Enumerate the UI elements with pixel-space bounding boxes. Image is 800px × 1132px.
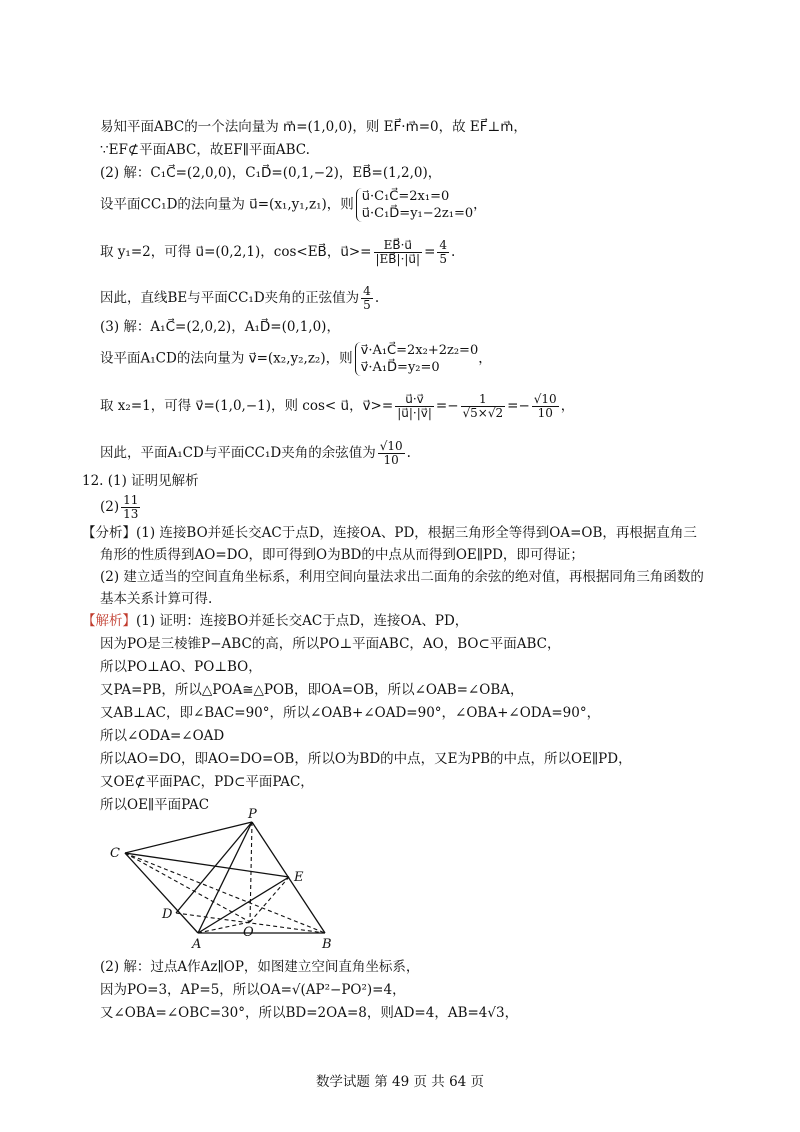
label-c: C — [110, 846, 120, 861]
text-segment: (1) 证明：连接BO并延长交AC于点D，连接OA、PD， — [136, 613, 469, 629]
numerator: 11 — [123, 493, 139, 507]
numerator: u⃗·v⃗ — [395, 393, 434, 407]
numerator: √10 — [533, 392, 557, 406]
text-segment: 设平面CC₁D的法向量为 u⃗=(x₁,y₁,z₁)，则 — [100, 196, 354, 213]
text-line: (2) 建立适当的空间直角坐标系，利用空间向量法求出二面角的余弦的绝对值，再根据同角三角函数的 — [100, 569, 704, 585]
edge-ce — [125, 853, 289, 877]
solution-line — [82, 612, 468, 630]
text-segment: . — [451, 244, 456, 260]
text-line: 所以PO⊥AO、PO⊥BO， — [100, 659, 262, 675]
pyramid-figure — [100, 805, 350, 955]
text-line: 因为PO是三棱锥P−ABC的高，所以PO⊥平面ABC，AO，BO⊂平面ABC， — [100, 636, 561, 652]
edge-cb-hidden — [125, 853, 325, 933]
denominator: 13 — [123, 507, 139, 521]
text-line: 角形的性质得到AO=DO，即可得到O为BD的中点从而得到OE∥PD，即可得证； — [100, 547, 584, 563]
text-line: 所以∠ODA=∠OAD — [100, 728, 225, 744]
denominator: |u⃗|·|v⃗| — [397, 406, 432, 420]
text-line: 又AB⊥AC，即∠BAC=90°，所以∠OAB+∠OAD=90°，∠OBA+∠ODA=90°， — [100, 705, 601, 721]
equation-system — [355, 342, 479, 376]
text-line: 所以OE∥平面PAC — [100, 797, 210, 813]
answer-line — [100, 494, 142, 521]
equation-line — [100, 239, 455, 266]
equation-row: v⃗·A₁D⃗=y₂=0 — [360, 360, 440, 375]
text-line: 易知平面ABC的一个法向量为 m⃗=(1,0,0)，则 EF⃗·m⃗=0，故 EF⃗⊥m⃗， — [100, 119, 527, 135]
equation-line — [100, 393, 574, 420]
text-segment: ， — [560, 398, 575, 414]
text-line: 基本关系计算可得. — [100, 591, 213, 607]
label-o: O — [243, 925, 254, 940]
text-line: 所以AO=DO，即AO=DO=OB，所以O为BD的中点，又E为PB的中点，所以OE∥PD， — [100, 751, 632, 767]
equation-row: v⃗·A₁C⃗=2x₂+2z₂=0 — [360, 343, 479, 358]
equation-row: u⃗·C₁C⃗=2x₁=0 — [361, 189, 450, 204]
label-p: P — [248, 807, 257, 822]
denominator: 5 — [363, 298, 371, 312]
numerator: √10 — [379, 439, 403, 453]
analysis-line: 【分析】(1) 连接BO并延长交AC于点D，连接OA、PD，根据三角形全等得到OA=OB，再根据直角三 — [82, 525, 697, 541]
edge-pc — [125, 822, 252, 853]
equation-line — [100, 342, 492, 376]
text-segment: . — [374, 290, 380, 306]
denominator: √5×√2 — [462, 406, 504, 420]
text-line: ∵EF⊄平面ABC，故EF∥平面ABC. — [100, 142, 310, 158]
label-d: D — [162, 907, 173, 922]
text-segment: ， — [478, 350, 492, 367]
fraction — [361, 285, 373, 312]
text-line: (2) 解：过点A作Az∥OP，如图建立空间直角坐标系， — [100, 959, 420, 975]
text-segment: =− — [435, 398, 459, 414]
label-b: B — [322, 937, 332, 952]
text-line: (3) 解：A₁C⃗=(2,0,2)，A₁D⃗=(0,1,0)， — [100, 319, 340, 335]
denominator: 5 — [439, 252, 448, 266]
equation-line — [100, 440, 411, 467]
text-line: (2) 解：C₁C⃗=(2,0,0)，C₁D⃗=(0,1,−2)，EB⃗=(1,2,0)， — [100, 165, 442, 181]
text-line: 又∠OBA=∠OBC=30°，所以BD=2OA=8，则AD=4，AB=4√3， — [100, 1005, 519, 1021]
numerator: 4 — [363, 284, 371, 298]
text-segment: (2) — [100, 499, 120, 515]
numerator: EB⃗·u⃗ — [374, 239, 423, 253]
fraction — [374, 239, 423, 266]
text-segment: 取 x₂=1，可得 v⃗=(1,0,−1)，则 cos< u⃗，v⃗>= — [100, 398, 394, 414]
denominator: 10 — [537, 406, 553, 420]
solution-tag: 【解析】 — [82, 613, 136, 629]
equation-row: u⃗·C₁D⃗=y₁−2z₁=0 — [361, 206, 474, 221]
text-line: 又OE⊄平面PAC，PD⊂平面PAC， — [100, 774, 314, 790]
denominator: |EB⃗|·|u⃗| — [375, 252, 421, 266]
equation-line — [100, 188, 487, 222]
fraction — [461, 393, 506, 420]
text-segment: = — [424, 244, 436, 260]
text-segment: . — [406, 445, 411, 461]
equation-system — [356, 188, 473, 222]
page-footer: 数学试题 第 49 页 共 64 页 — [315, 1074, 485, 1090]
fraction — [121, 494, 140, 521]
label-e: E — [294, 870, 304, 885]
edge-oe-hidden — [250, 877, 289, 922]
text-segment: ， — [473, 196, 487, 213]
text-line: 因为PO=3，AP=5，所以OA=√(AP²−PO²)=4， — [100, 982, 406, 998]
numerator: 4 — [439, 238, 448, 252]
text-segment: 取 y₁=2，可得 u⃗=(0,2,1)，cos<EB⃗，u⃗>= — [100, 244, 372, 260]
denominator: 10 — [383, 453, 399, 467]
numerator: 1 — [461, 393, 506, 407]
fraction — [532, 393, 559, 420]
fraction — [378, 440, 405, 467]
label-a: A — [192, 937, 202, 952]
fraction — [395, 393, 434, 420]
text-line: 又PA=PB，所以△POA≅△POB，即OA=OB，所以∠OAB=∠OBA， — [100, 682, 524, 698]
text-segment: 设平面A₁CD的法向量为 v⃗=(x₂,y₂,z₂)，则 — [100, 350, 353, 367]
text-segment: 因此，直线BE与平面CC₁D夹角的正弦值为 — [100, 290, 360, 306]
equation-line — [100, 285, 379, 312]
question-header: 12. (1) 证明见解析 — [82, 473, 199, 489]
text-segment: 因此，平面A₁CD与平面CC₁D夹角的余弦值为 — [100, 445, 376, 461]
fraction — [437, 239, 449, 266]
text-segment: =− — [507, 398, 530, 414]
